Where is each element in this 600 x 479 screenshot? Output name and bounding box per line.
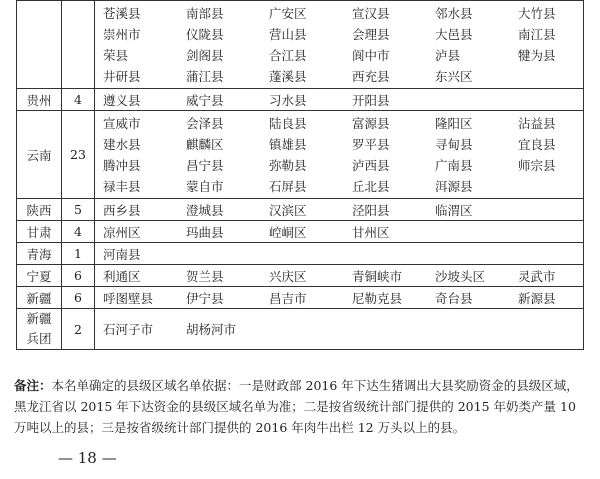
county-line [103,66,579,87]
county-name: 西乡县 [103,202,141,218]
province-cell: 云南 [17,111,62,199]
county-name: 兴庆区 [269,268,307,284]
county-name: 临渭区 [435,202,473,218]
county-name: 开阳县 [352,92,390,108]
county-name: 澄城县 [186,202,224,218]
county-line [103,113,579,134]
county-name: 富源县 [352,116,390,131]
page-number: — 18 — [58,449,117,467]
table-row [17,287,584,309]
table-row [17,221,584,243]
county-count-cell: 23 [62,111,95,199]
county-name: 奇台县 [435,290,473,306]
county-list-cell [95,265,584,287]
county-name: 麒麟区 [186,137,224,152]
county-count-cell: 5 [62,199,95,221]
county-name: 隆阳区 [435,116,473,131]
county-name: 东兴区 [435,69,473,84]
county-name: 汉滨区 [269,202,307,218]
county-name: 会泽县 [186,116,224,131]
county-name: 合江县 [269,48,307,63]
county-count-cell: 4 [62,89,95,111]
county-name: 广南县 [435,158,473,173]
table-row [17,243,584,265]
county-name: 荣县 [103,48,129,63]
county-name: 弥勒县 [269,158,307,173]
county-name: 蓬溪县 [269,69,307,84]
county-line [103,24,579,45]
county-name: 青铜峡市 [352,268,403,284]
county-name: 镇雄县 [269,137,307,152]
county-name: 宜良县 [518,137,556,152]
county-name: 邻水县 [435,6,473,21]
county-name: 石河子市 [103,322,154,337]
county-name: 泸县 [435,48,461,63]
county-count-cell: 6 [62,287,95,309]
county-line [103,134,579,155]
county-name: 南江县 [518,27,556,42]
county-line [103,155,579,176]
county-line [103,176,579,197]
table-row [17,89,584,111]
province-cell: 陕西 [17,199,62,221]
county-line [103,199,579,220]
province-cell: 宁夏 [17,265,62,287]
county-line [103,243,579,264]
footnote-label: 备注： [14,378,52,393]
county-name: 洱源县 [435,179,473,194]
county-name: 犍为县 [518,48,556,63]
county-name: 河南县 [103,246,141,262]
county-name: 寻甸县 [435,137,473,152]
county-list-cell [95,287,584,309]
county-line [103,89,579,110]
province-cell: 新疆兵团 [17,309,62,350]
county-list-cell [95,111,584,199]
county-line [103,319,579,340]
county-name: 剑阁县 [186,48,224,63]
county-name: 贺兰县 [186,268,224,284]
county-name: 威宁县 [186,92,224,108]
county-line [103,45,579,66]
county-name: 营山县 [269,27,307,42]
footnote [14,375,586,438]
table-row [17,1,584,89]
county-name: 泸西县 [352,158,390,173]
county-list-cell [95,221,584,243]
county-count-cell: 6 [62,265,95,287]
county-name: 阆中市 [352,48,390,63]
county-line [103,221,579,242]
county-name: 昌宁县 [186,158,224,173]
county-name: 大竹县 [518,6,556,21]
county-name: 宣汉县 [352,6,390,21]
county-name: 丘北县 [352,179,390,194]
county-name: 南部县 [186,6,224,21]
county-line [103,265,579,286]
county-list-cell [95,243,584,265]
county-name: 禄丰县 [103,179,141,194]
county-list-cell [95,309,584,350]
county-name: 井研县 [103,69,141,84]
county-name: 呼图壁县 [103,290,154,306]
table-row [17,111,584,199]
county-name: 新源县 [518,290,556,306]
county-name: 伊宁县 [186,290,224,306]
county-name: 沾益县 [518,116,556,131]
county-name: 腾冲县 [103,158,141,173]
province-cell: 贵州 [17,89,62,111]
county-name: 仪陇县 [186,27,224,42]
county-table [16,0,584,350]
footnote-text: 本名单确定的县级区域名单依据：一是财政部 2016 年下达生猪调出大县奖励资金的县级区域，黑龙江省以 2015 年下达资金的县级区域名单为准；二是按省级统计部门提供的 2015 年奶类产量 10 万吨以上的县；三是按省级统计部门提供的 2016 年肉牛出栏 12 万头以上的县。 [14,378,579,435]
county-name: 崇州市 [103,27,141,42]
county-name: 蒲江县 [186,69,224,84]
county-name: 灵武市 [518,268,556,284]
county-name: 会理县 [352,27,390,42]
county-name: 苍溪县 [103,6,141,21]
province-cell: 新疆 [17,287,62,309]
county-name: 蒙自市 [186,179,224,194]
county-list-cell [95,1,584,89]
table-row [17,199,584,221]
county-name: 胡杨河市 [186,322,237,337]
county-name: 宣威市 [103,116,141,131]
county-line [103,3,579,24]
county-name: 昌吉市 [269,290,307,306]
county-name: 玛曲县 [186,224,224,240]
county-name: 西充县 [352,69,390,84]
county-name: 广安区 [269,6,307,21]
table-row [17,265,584,287]
county-name: 甘州区 [352,224,390,240]
table-row [17,309,584,350]
county-count-cell: 2 [62,309,95,350]
province-cell: 甘肃 [17,221,62,243]
county-name: 习水县 [269,92,307,108]
county-name: 遵义县 [103,92,141,108]
county-name: 利通区 [103,268,141,284]
county-name: 泾阳县 [352,202,390,218]
county-name: 师宗县 [518,158,556,173]
county-count-cell [62,1,95,89]
county-name: 陆良县 [269,116,307,131]
county-name: 大邑县 [435,27,473,42]
county-name: 石屏县 [269,179,307,194]
county-name: 凉州区 [103,224,141,240]
county-name: 罗平县 [352,137,390,152]
county-name: 崆峒区 [269,224,307,240]
county-line [103,287,579,308]
county-name: 尼勒克县 [352,290,403,306]
province-cell [17,1,62,89]
county-name: 沙坡头区 [435,268,486,284]
county-list-cell [95,199,584,221]
county-count-cell: 1 [62,243,95,265]
county-name: 建水县 [103,137,141,152]
county-list-cell [95,89,584,111]
province-cell: 青海 [17,243,62,265]
county-count-cell: 4 [62,221,95,243]
